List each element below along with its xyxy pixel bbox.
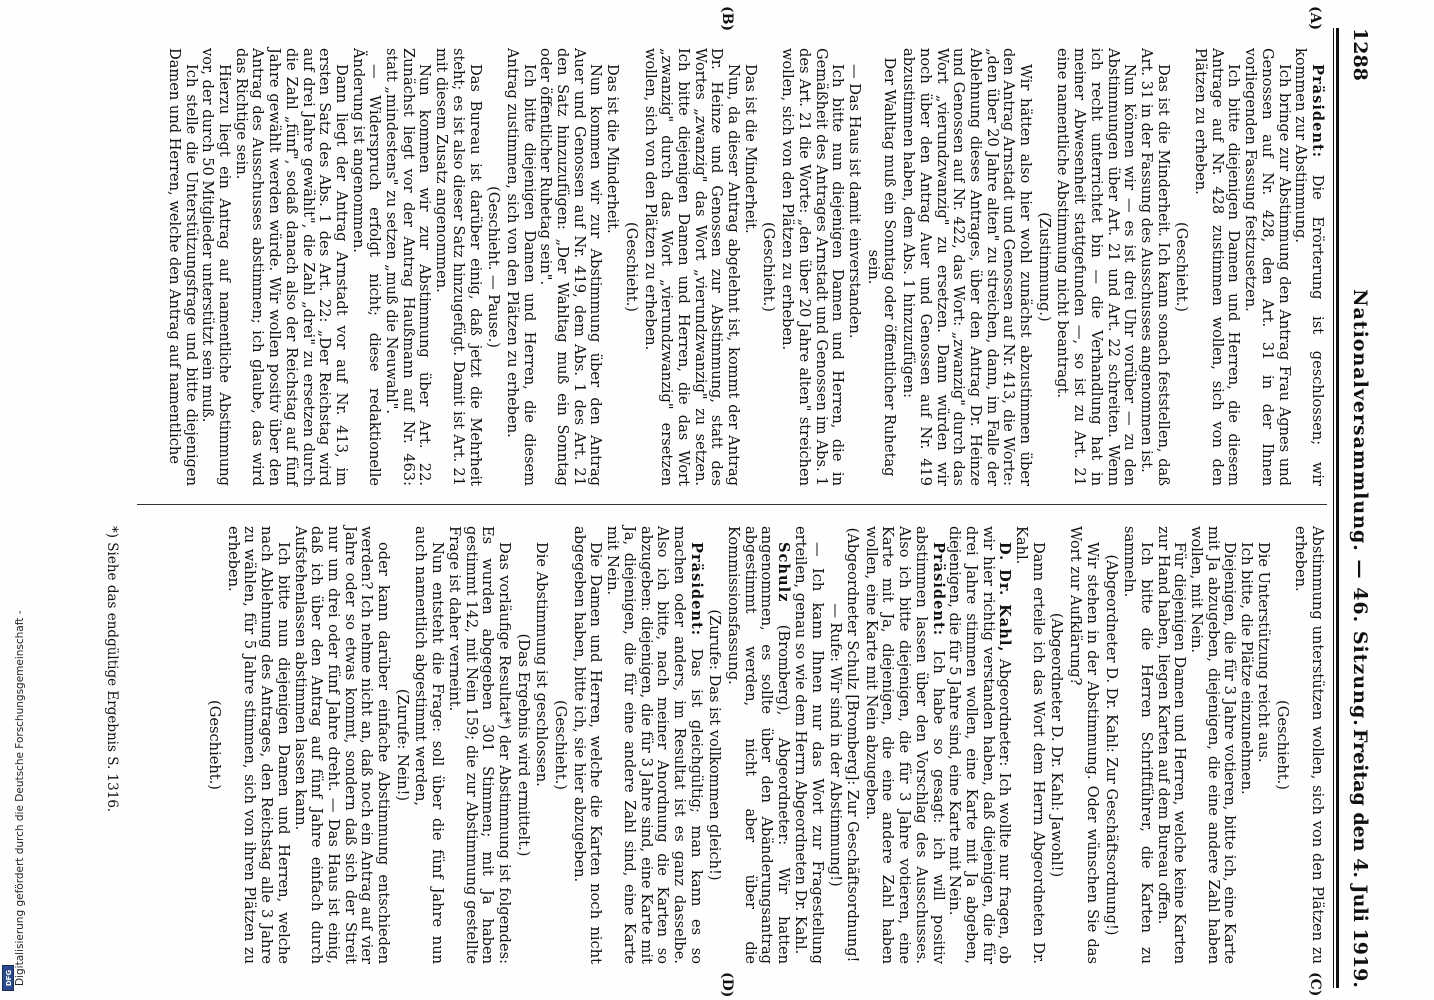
- paragraph-text: Für diejenigen Damen und Herren, welche keine Karten zur Hand haben, liegen Karten auf dem Bureau offen.: [1154, 526, 1189, 964]
- dfg-logo: [2, 965, 14, 991]
- paragraph: [946, 526, 1013, 964]
- stage-direction: (Abgeordneter D. Dr. Kahl: Zur Geschäftsordnung!): [1102, 554, 1120, 936]
- paragraph-text: Das vorläufige Resultat*) der Abstimmung ist folgendes: Es wurden abgegeben 301 Stimmen; mit Ja haben gestimmt 142, mit Nein 159; die zur Abstimmung gestellte Frage ist daher verneint.: [445, 526, 513, 964]
- paragraph-text: Die Abstimmung ist geschlossen.: [533, 542, 551, 787]
- stage-direction: (Geschieht.): [206, 700, 223, 790]
- paragraph: [432, 48, 482, 486]
- paragraph: [382, 48, 432, 486]
- paragraph-text: Nun, da dieser Antrag abgelehnt ist, kommt der Antrag Dr. Heinze und Genossen zur Abstimmung, statt des Wortes „zwanzig" das Wort „vierundzwanzig" zu setzen. Ich bitte diejenigen Damen und Herren, die das Wort „zwanzig" durch das Wort „vierundzwanzig" ersetzen wollen, sich von den Plätzen zu erheben.: [641, 48, 743, 486]
- paragraph: [1191, 48, 1241, 486]
- paragraph: [1241, 48, 1291, 486]
- paragraph-text: Dann erteile ich das Wort dem Herrn Abgeordneten Dr. Kahl.: [1013, 526, 1047, 964]
- paragraph: [641, 48, 741, 486]
- paragraph-text: Nun kommen wir zur Abstimmung über den Antrag Auer und Genossen auf Nr. 419, dem Abs. 1 des Art. 21 den Satz hinzuzufügen: „Der Wahltag muß ein Sonntag oder öffentlicher Ruhetag sein".: [537, 48, 605, 486]
- paragraph: [603, 48, 620, 486]
- paragraph-text: Wir stehen in der Abstimmung. Oder wünschen Sie das Wort zur Aufklärung?: [1067, 526, 1101, 964]
- digitization-credit: Digitalisierung gefördert durch die Deutsche Forschungsgemeinschaft -: [14, 610, 26, 986]
- paragraph-text: Abstimmung unterstützen wollen, sich von den Plätzen zu erheben.: [1292, 526, 1326, 964]
- column-divider: [137, 504, 1327, 505]
- paragraph-text: Ich bitte diejenigen Damen und Herren, die diesem Antrag zustimmen, sich von den Plätzen zu erheben.: [503, 48, 538, 486]
- paragraph: [741, 48, 758, 486]
- paragraph: [232, 48, 349, 486]
- speaker-name: Präsident:: [1309, 64, 1326, 159]
- page-header: [1341, 28, 1375, 988]
- paragraph-text: Ich bitte diejenigen Damen und Herren, die diesem Antrage auf Nr. 428 zustimmen wollen, sich von den Plätzen zu erheben.: [1192, 48, 1243, 486]
- stage-direction: (Geschieht. — Pause.): [485, 186, 503, 348]
- page-number: 1288: [1349, 28, 1371, 81]
- margin-mark-b: (B): [719, 6, 735, 32]
- stage-direction: (Abgeordneter Schulz [Bromberg]: Zur Geschäftsordnung! — Rufe: Wir sind in der Abstimmung!): [827, 527, 862, 963]
- paragraph-text: Ich habe so gesagt: ich will positiv abstimmen lassen über den Vorschlag des Ausschusses. Also ich bitte diejenigen, die für 3 Jahre votieren, eine Karte mit Ja, diejenigen, die eine andere Zahl haben wollen, eine Karte mit Nein abzugeben.: [862, 526, 947, 964]
- paragraph-text: (Bromberg), Abgeordneter: Wir hatten angenommen, es sollte über den Abänderungsantrag abgestimmt werden, nicht aber über die Kommissionsfassung.: [725, 526, 793, 964]
- right-text-column: [203, 526, 1325, 964]
- stage-direction: (Geschieht.): [622, 222, 640, 312]
- stage-direction: Der Wahltag muß ein Sonntag oder öffentlicher Ruhetag sein.: [864, 57, 899, 477]
- footnote: *) Siehe das endgültige Ergebnis S. 1316.: [104, 526, 120, 813]
- paragraph: [537, 48, 604, 486]
- speaker-name: D. Dr. Kahl,: [996, 542, 1014, 653]
- paragraph-text: Dann liegt der Antrag Arnstadt vor auf Nr. 413, im ersten Satz des Abs. 1 des Art. 22: „Der Reichstag wird auf drei Jahre gewählt", die Zahl „drei" zu ersetzen durch die Zahl „fünf", sodaß danach also der Reichstag auf fünf Jahre gewählt werden würde. Wir wollen positiv über den Antrag des Ausschusses abstimmen; ich glaube, das wird das Richtige sein.: [232, 48, 350, 486]
- paragraph: [1137, 48, 1170, 486]
- paragraph: [1254, 526, 1271, 964]
- paragraph: [1054, 48, 1138, 486]
- paragraph: [533, 526, 550, 964]
- paragraph: [791, 526, 824, 964]
- paragraph: [1154, 526, 1187, 964]
- paragraph: [291, 526, 391, 964]
- paragraph: [603, 526, 703, 964]
- header-rule: [1336, 28, 1339, 988]
- stage-direction: (Geschieht.): [760, 222, 778, 312]
- paragraph-text: Die Damen und Herren, welche die Karten noch nicht abgegeben haben, bitte ich, sie hier abzugeben.: [570, 526, 605, 964]
- margin-mark-a: (A): [1307, 6, 1323, 31]
- stage-direction: (Zurufe: Das ist vollkommen gleich!): [706, 609, 724, 881]
- paragraph-text: Das Bureau ist darüber einig, daß jetzt die Mehrheit steht; es ist also dieser Satz hinzugefügt. Damit ist Art. 21 mit diesem Zusatz angenommen.: [433, 48, 484, 486]
- page-date: Freitag den 4. Juli 1919.: [1349, 728, 1371, 988]
- stage-direction: (Geschieht.): [1273, 700, 1291, 790]
- page-title: Nationalversammlung. — 46. Sitzung.: [1349, 289, 1371, 727]
- paragraph-text: Nun kommen wir zur Abstimmung über Art. 22. Zunächst liegt vor der Antrag Haußmann auf Nr. 463: statt „mindestens" zu setzen „muß die Neuwahl".: [383, 48, 434, 486]
- paragraph: [1292, 48, 1325, 486]
- paragraph-text: Ich bitte nun diejenigen Damen und Herren, welche nach Ablehnung des Antrages, den Reichstag alle 3 Jahre zu wählen, für 5 Jahre stimmen, sich von ihren Plätzen zu erheben.: [224, 526, 292, 964]
- stage-direction: (Geschieht.): [552, 700, 570, 790]
- paragraph: [1187, 526, 1237, 964]
- paragraph-text: Die Unterstützung reicht aus.: [1254, 542, 1272, 763]
- paragraph: [845, 48, 862, 486]
- left-text-column: [165, 48, 1325, 486]
- paragraph: [199, 48, 232, 486]
- paragraph: [1292, 526, 1325, 964]
- paragraph: [224, 526, 291, 964]
- margin-mark-c: (C): [1307, 972, 1323, 997]
- paragraph-text: Die Erörterung ist geschlossen; wir kommen zur Abstimmung.: [1292, 48, 1326, 487]
- paragraph: [899, 48, 1033, 486]
- paragraph-text: oder kann darüber einfache Abstimmung entschieden werden? Ich nehme nicht an, daß noch ein Antrag auf vier Jahre oder so etwas kommt, sondern daß sich der Streit nur um drei oder fünf Jahre dreht. — Das Haus ist einig, daß ich über den Antrag auf fünf Jahre einfach durch Aufstehenlassen abstimmen lassen kann.: [291, 526, 393, 964]
- stage-direction: (Zustimmung.): [1035, 212, 1053, 322]
- paragraph: [1121, 526, 1154, 964]
- stage-direction: (Zurufe: Nein!): [393, 688, 411, 802]
- paragraph: [412, 526, 445, 964]
- paragraph-text: Ich bitte die Herren Schriftführer, die Karten zu sammeln.: [1121, 526, 1155, 964]
- paragraph: [1066, 526, 1099, 964]
- paragraph-text: Nun können wir — es ist drei Uhr vorüber — zu den Abstimmungen über Art. 21 und Art. 22 schreiten. Wenn ich recht unterrichtet bin — die Verhandlung hat in meiner Abwesenheit stattgefunden —, so ist zu Art. 21 eine namentliche Abstimmung nicht beantragt.: [1054, 48, 1139, 486]
- paragraph-text: — Widerspruch erfolgt nicht; diese redaktionelle Änderung ist angenommen.: [349, 48, 384, 486]
- paragraph: [165, 48, 198, 486]
- paragraph-text: Das ist gleichgültig; man kann es so machen oder anders, im Resultat ist es ganz dasselbe. Also ich bitte, nach meiner Anordnung die Karten so abzugeben: diejenigen, die für 3 Jahre sind, eine Karte mit Ja, diejenigen, die für eine andere Zahl sind, eine Karte mit Nein.: [604, 526, 705, 965]
- header-rule-thin: [1333, 28, 1334, 988]
- paragraph-text: Ich stelle die Unterstützungsfrage und bitte diejenigen Damen und Herren, welche den Antrag auf namentliche: [165, 48, 200, 486]
- speaker-name: Schulz: [775, 542, 793, 603]
- stage-direction: (Das Ergebnis wird ermittelt.): [514, 633, 532, 857]
- paragraph-text: Diejenigen, die für 3 Jahre votieren, bitte ich, eine Karte mit Ja abzugeben, diejenigen, die eine andere Zahl haben wollen, mit Nein.: [1188, 526, 1239, 964]
- paragraph: [779, 48, 846, 486]
- paragraph: [445, 526, 512, 964]
- paragraph: [570, 526, 603, 964]
- speaker-name: Präsident:: [929, 542, 947, 637]
- paragraph-text: Ich bitte nun diejenigen Damen und Herren, die in Gemäßheit des Antrages Arnstadt und Genossen im Abs. 1 des Art. 21 die Worte: „den über 20 Jahre alten" streichen wollen, sich von den Plätzen zu erheben.: [779, 48, 847, 486]
- paragraph: [1012, 526, 1045, 964]
- paragraph-text: — Ich kann Ihnen nur das Wort zur Fragestellung erteilen, genau so wie dem Herrn Abgeordneten Dr. Kahl.: [791, 526, 826, 964]
- paragraph-text: Das ist die Minderheit.: [604, 64, 622, 234]
- paragraph: [349, 48, 382, 486]
- dfg-logo-text: DFG: [5, 969, 13, 987]
- paragraph-text: Wir hätten also hier wohl zunächst abzustimmen über den Antrag Arnstadt und Genossen auf Nr. 413, die Worte: „den über 20 Jahre alten" zu streichen, dann, im Falle der Ablehnung dieses Antrages, über den Antrag Dr. Heinze und Genossen auf Nr. 422, das Wort: „zwanzig" durch das Wort „vierundzwanzig" zu ersetzen. Dann würden wir noch über den Antrag Auer und Genossen auf Nr. 419 abzustimmen haben, dem Abs. 1 hinzuzufügen:: [900, 48, 1035, 486]
- speaker-name: Präsident:: [687, 542, 705, 637]
- paragraph: [1237, 526, 1254, 964]
- paragraph-text: Das ist die Minderheit.: [741, 64, 759, 234]
- paragraph-text: Das ist die Minderheit. Ich kann sonach feststellen, daß Art. 31 in der Fassung des Ausschusses angenommen ist.: [1137, 48, 1172, 486]
- paragraph-text: — Das Haus ist damit einverstanden.: [846, 64, 864, 339]
- paragraph: [503, 48, 536, 486]
- paragraph-text: Abgeordneter: Ich wollte nur fragen, ob wir hier richtig verstanden haben, daß diejenigen, die für drei Jahre stimmen wollen, eine Karte mit Ja abgeben, diejenigen, die für 5 Jahre sind, eine Karte mit Nein.: [946, 526, 1014, 965]
- stage-direction: (Abgeordneter D. Dr. Kahl: Jawohl!): [1048, 612, 1066, 878]
- paragraph-text: Nun entsteht die Frage: soll über die fünf Jahre nun auch namentlich abgestimmt werden,: [412, 526, 447, 964]
- paragraph-text: Hierzu liegt ein Antrag auf namentliche Abstimmung vor, der durch 50 Mitglieder unterstützt sein muß.: [199, 48, 233, 486]
- paragraph: [724, 526, 791, 964]
- rotated-page-content: [85, 6, 1375, 998]
- paragraph-text: Ich bitte, die Plätze einzunehmen.: [1238, 542, 1256, 795]
- stage-direction: (Geschieht.): [1173, 222, 1191, 312]
- paragraph: [862, 526, 946, 964]
- paragraph-text: Ich bringe zur Abstimmung den Antrag Frau Agnes und Genossen auf Nr. 428, den Art. 31 in der Ihnen vorliegenden Fassung festzusetzen.: [1242, 48, 1293, 486]
- margin-mark-d: (D): [719, 972, 735, 998]
